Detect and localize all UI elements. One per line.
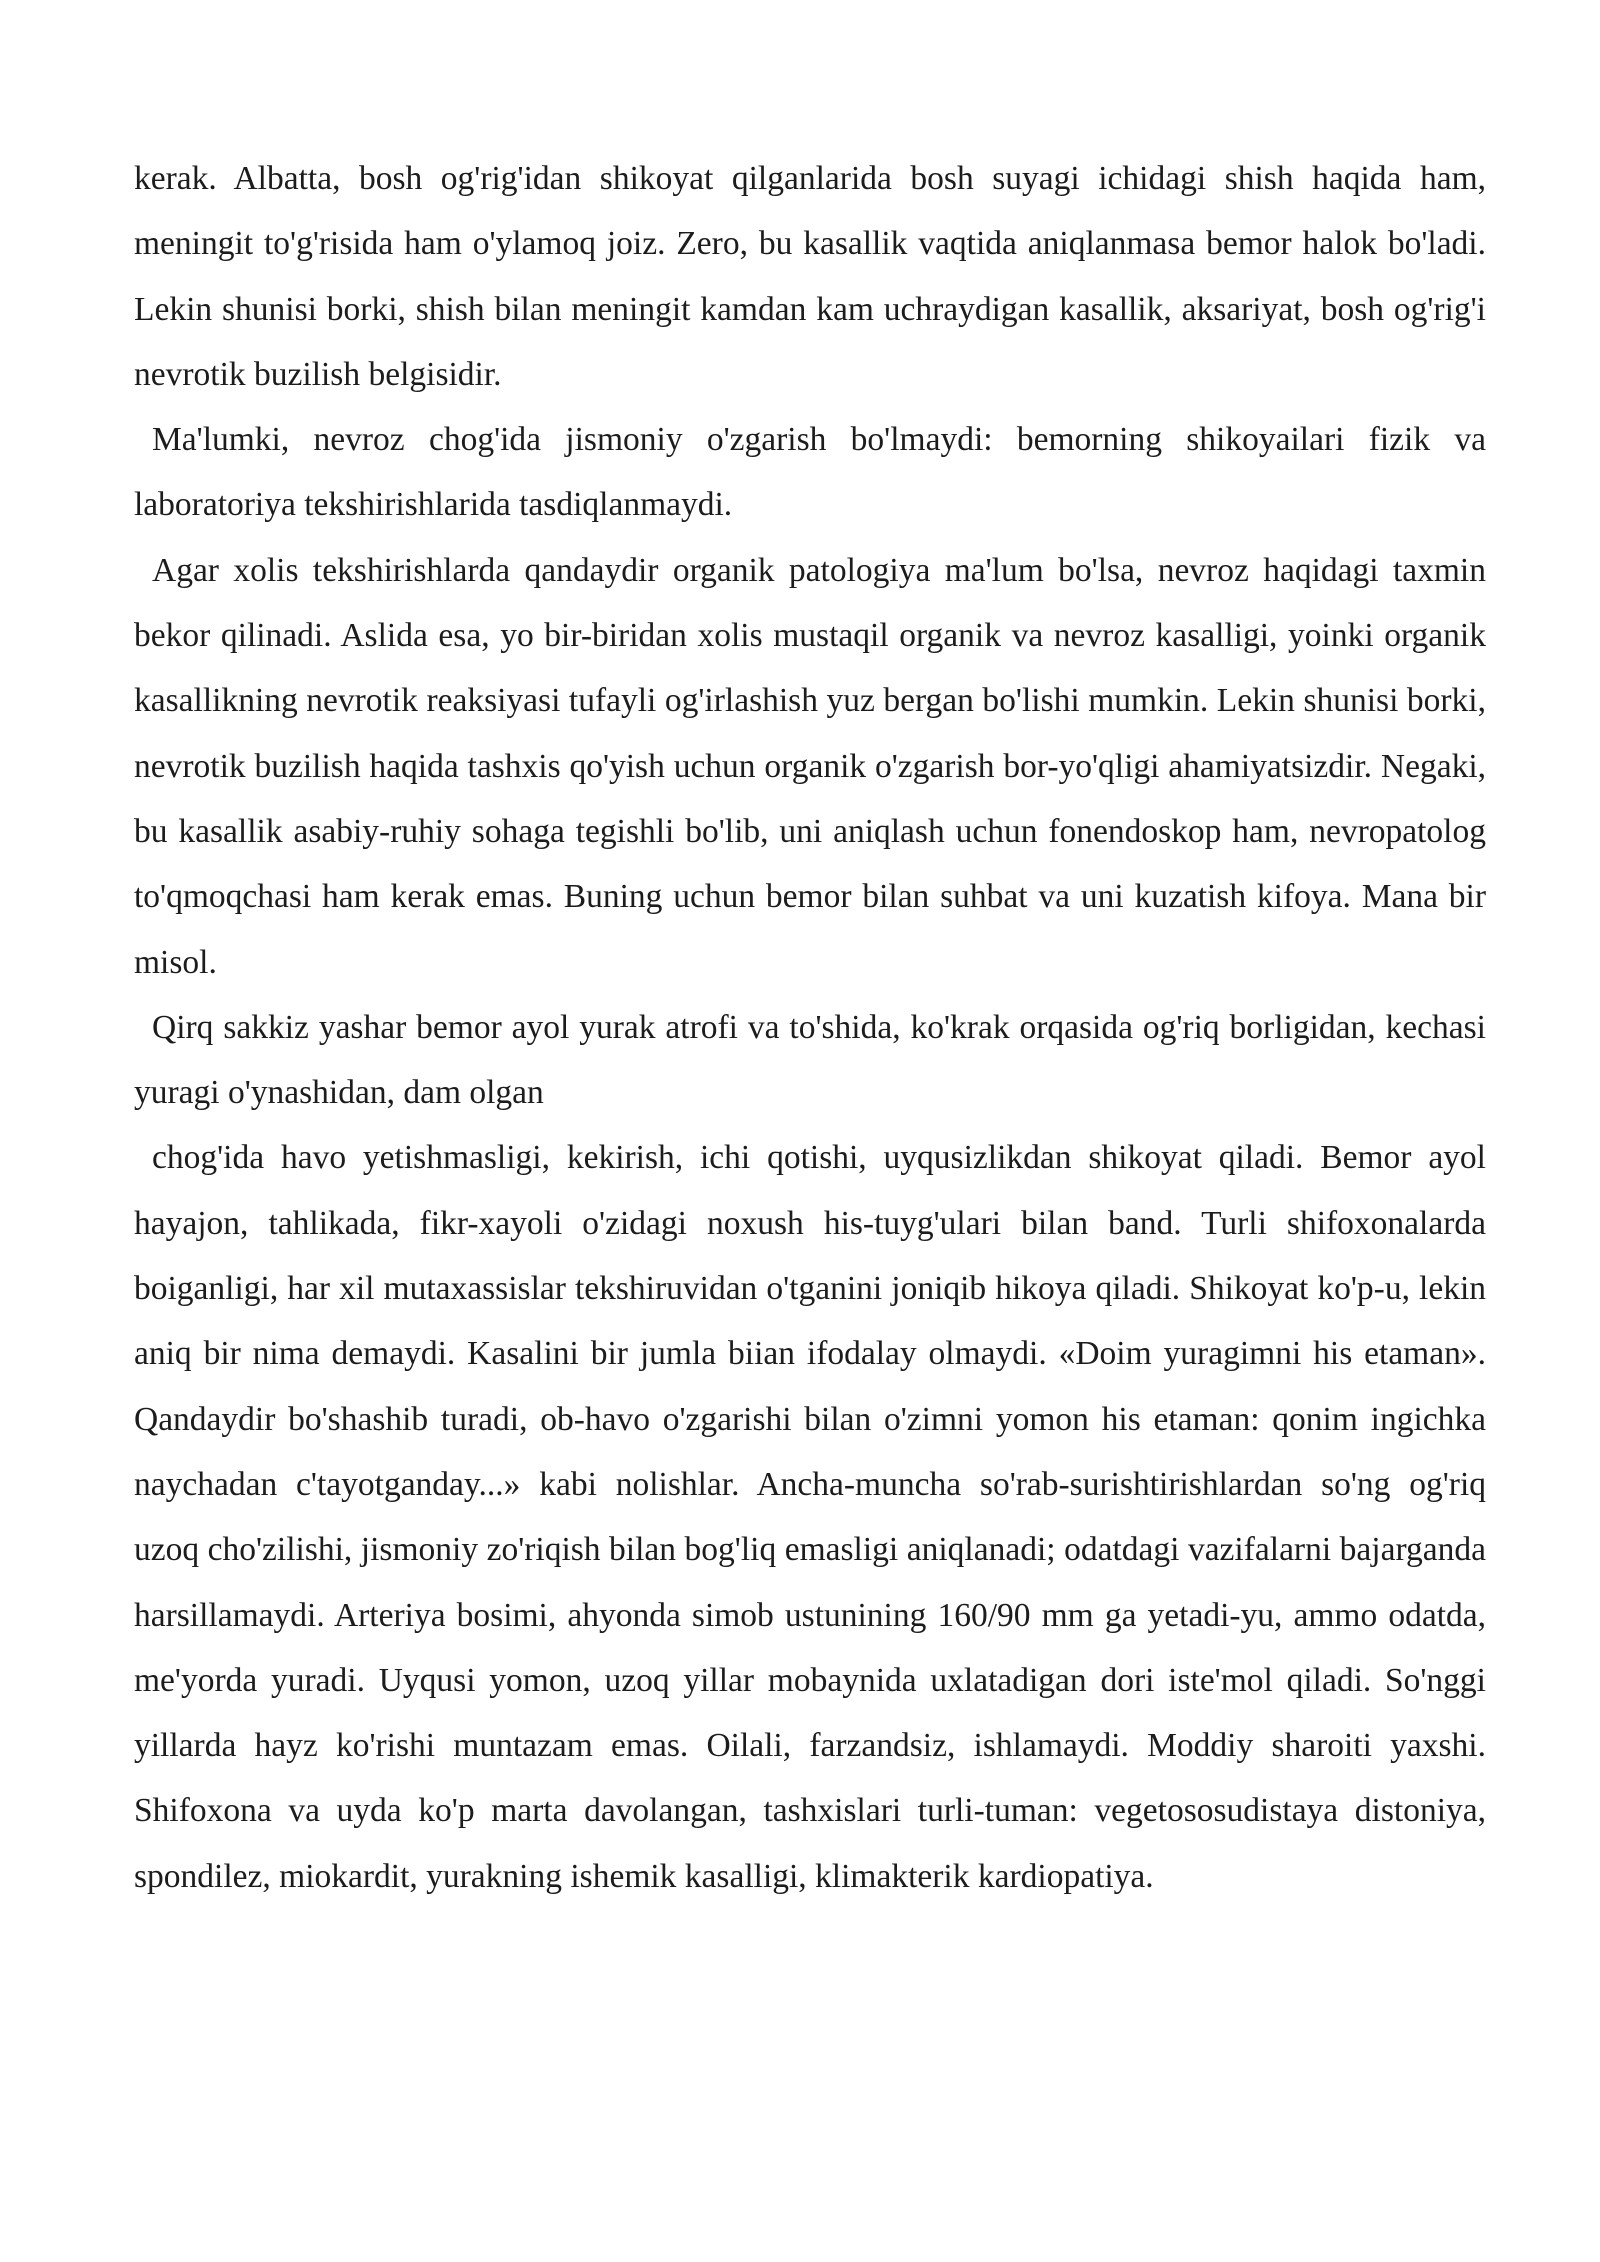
paragraph: kerak. Albatta, bosh og'rig'idan shikoyat qilganlarida bosh suyagi ichidagi shish haqida ham, meningit to'g'risida ham o'ylamoq joiz. Zero, bu kasallik vaqtida aniqlanmasa bemor halok bo'ladi. Lekin shunisi borki, shish bilan meningit kamdan kam uchraydigan kasallik, aksariyat, bosh og'rig'i nevrotik buzilish belgisidir. bbox=[134, 160, 1486, 393]
paragraph: chog'ida havo yetishmasligi, kekirish, ichi qotishi, uyqusizlikdan shikoyat qiladi. Bemor ayol hayajon, tahlikada, fikr-xayoli o'zidagi noxush his-tuyg'ulari bilan band. Turli shifoxonalarda boiganligi, har xil mutaxassislar tekshiruvidan o'tganini joniqib hikoya qiladi. Shikoyat ko'p-u, lekin aniq bir nima demaydi. Kasalini bir jumla biian ifodalay olmaydi. «Doim yuragimni his etaman». Qandaydir bo'shashib turadi, ob-havo o'zgarishi bilan o'zimni yomon his etaman: qonim ingichka naychadan c'tayotganday...» kabi nolishlar. Ancha-muncha so'rab-surishtirishlardan so'ng og'riq uzoq cho'zilishi, jismoniy zo'riqish bilan bog'liq emasligi aniqlanadi; odatdagi vazifalarni bajarganda harsillamaydi. Arteriya bosimi, ahyonda simob ustunining 160/90 mm ga yetadi-yu, ammo odatda, me'yorda yuradi. Uyqusi yomon, uzoq yillar mobaynida uxlatadigan dori iste'mol qiladi. So'nggi yillarda hayz ko'rishi muntazam emas. Oilali, farzandsiz, ishlamaydi. Moddiy sharoiti yaxshi. Shifoxona va uyda ko'p marta davolangan, tashxislari turli-tuman: vegetososudistaya distoniya, spondilez, miokardit, yurakning ishemik kasalligi, klimakterik kardiopatiya. bbox=[134, 1139, 1486, 1895]
body-text bbox=[134, 146, 1486, 1909]
paragraph: Qirq sakkiz yashar bemor ayol yurak atrofi va to'shida, ko'krak orqasida og'riq borligidan, kechasi yuragi o'ynashidan, dam olgan bbox=[134, 1008, 1486, 1112]
paragraph: Ma'lumki, nevroz chog'ida jismoniy o'zgarish bo'lmaydi: bemorning shikoyailari fizik va laboratoriya tekshirishlarida tasdiqlanmaydi. bbox=[134, 421, 1486, 524]
paragraph: Agar xolis tekshirishlarda qandaydir organik patologiya ma'lum bo'lsa, nevroz haqidagi taxmin bekor qilinadi. Aslida esa, yo bir-biridan xolis mustaqil organik va nevroz kasalligi, yoinki organik kasallikning nevrotik reaksiyasi tufayli og'irlashish yuz bergan bo'lishi mumkin. Lekin shunisi borki, nevrotik buzilish haqida tashxis qo'yish uchun organik o'zgarish bor-yo'qligi ahamiyatsizdir. Negaki, bu kasallik asabiy-ruhiy sohaga tegishli bo'lib, uni aniqlash uchun fonendoskop ham, nevropatolog to'qmoqchasi ham kerak emas. Buning uchun bemor bilan suhbat va uni kuzatish kifoya. Mana bir misol. bbox=[134, 551, 1486, 981]
